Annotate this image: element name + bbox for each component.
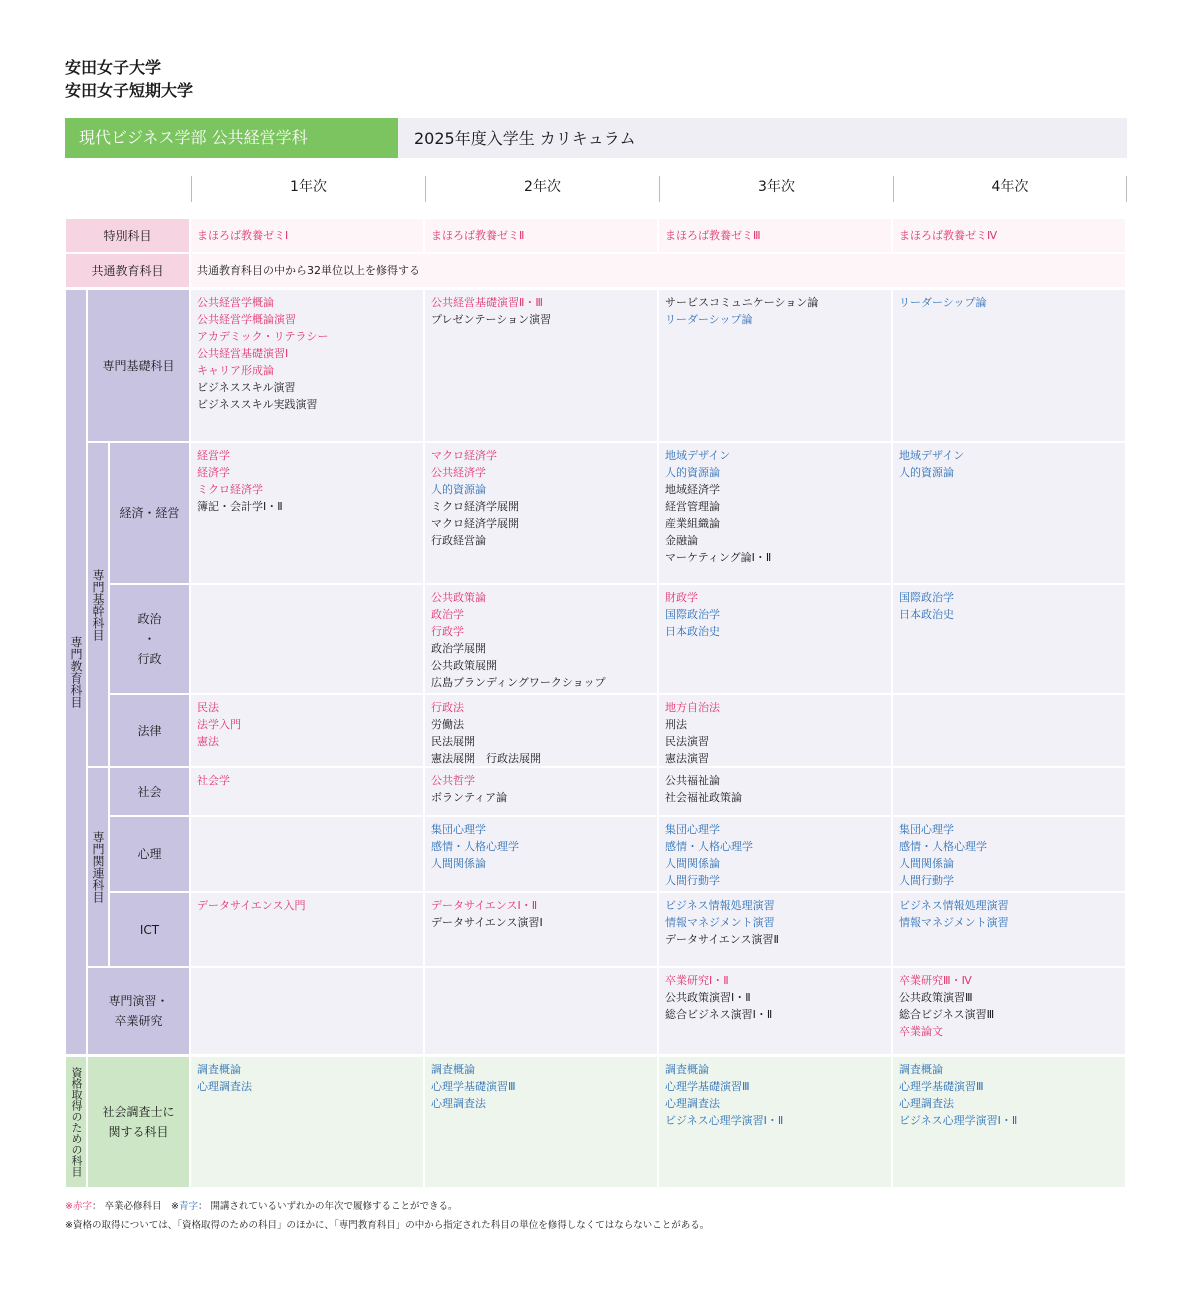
university-name-1: 安田女子大学	[65, 58, 162, 77]
cell-shinri-year1	[191, 817, 423, 891]
course-item: 心理学基礎演習Ⅲ	[665, 1080, 750, 1093]
label-shakai: 社会	[110, 768, 189, 815]
cell-enshu-year1	[191, 968, 423, 1054]
label-senmon-kiso: 専門基礎科目	[88, 290, 189, 441]
course-item: 経営学	[197, 449, 230, 462]
cell-seiji-year2	[425, 585, 657, 693]
cell-kiso-year4	[893, 290, 1125, 441]
university-name-2: 安田女子短期大学	[65, 81, 194, 100]
course-item: 日本政治史	[665, 625, 720, 638]
course-item: 政治学	[431, 608, 464, 621]
cell-tokubetsu-year3	[659, 219, 891, 252]
course-item: 集団心理学	[665, 823, 720, 836]
cell-shakai-year2	[425, 768, 657, 815]
course-item: 人間関係論	[899, 857, 954, 870]
cell-ict-year2	[425, 893, 657, 966]
course-item: ビジネス情報処理演習	[899, 899, 1009, 912]
cell-keizai-year3	[659, 443, 891, 583]
course-item: 国際政治学	[665, 608, 720, 621]
cell-shinri-year4	[893, 817, 1125, 891]
course-item: 労働法	[431, 718, 464, 731]
course-item: 広島ブランディングワークショップ	[431, 676, 606, 689]
year-header-3: 3年次	[659, 176, 893, 202]
course-item: 公共政策論	[431, 591, 486, 604]
department-title: 現代ビジネス学部 公共経営学科	[65, 118, 398, 158]
label-seiji	[110, 585, 189, 693]
cell-shinri-year2	[425, 817, 657, 891]
university-names	[65, 56, 193, 102]
cell-seiji-year4	[893, 585, 1125, 693]
course-item: マクロ経済学	[431, 449, 497, 462]
label-senmon-kyoiku-text: 専門教育科目	[69, 636, 83, 708]
label-shikaku	[66, 1057, 86, 1187]
course-item: 公共経営基礎演習Ⅰ	[197, 347, 289, 360]
course-item: 公共経営基礎演習Ⅱ・Ⅲ	[431, 296, 543, 309]
cell-kiso-year1	[191, 290, 423, 441]
label-keizai: 経済・経営	[110, 443, 189, 583]
cell-keizai-year4	[893, 443, 1125, 583]
cell-kiso-year2	[425, 290, 657, 441]
course-item: 調査概論	[665, 1063, 709, 1076]
curriculum-title: 2025年度入学生 カリキュラム	[398, 118, 1127, 158]
course-item: アカデミック・リテラシー	[197, 330, 329, 343]
cell-enshu-year2	[425, 968, 657, 1054]
label-shakai-chosa-1: 社会調査士に	[102, 1105, 175, 1119]
label-seiji-2: ・	[143, 632, 156, 646]
course-item: ビジネス情報処理演習	[665, 899, 775, 912]
cell-ict-year4	[893, 893, 1125, 966]
course-item: 憲法展開 行政法展開	[431, 752, 541, 765]
course-item: 公共経営学概論	[197, 296, 274, 309]
course-item: 民法展開	[431, 735, 475, 748]
course-item: 民法	[197, 701, 219, 714]
year-header-4: 4年次	[893, 176, 1127, 202]
cell-tokubetsu-year2	[425, 219, 657, 252]
course-item: 日本政治史	[899, 608, 954, 621]
cell-shakai-chosa-year1	[191, 1057, 423, 1187]
label-kyotsu: 共通教育科目	[66, 254, 189, 287]
label-enshu-1: 専門演習・	[108, 994, 169, 1008]
cell-tokubetsu-year1	[191, 219, 423, 252]
label-senmon-kyoiku	[66, 290, 86, 1054]
course-item: 感情・人格心理学	[431, 840, 519, 853]
footnote-1-end: ： 開講されているいずれかの年次で履修することができる。	[197, 1201, 458, 1212]
course-item: ボランティア論	[431, 791, 508, 804]
label-enshu-2: 卒業研究	[114, 1014, 163, 1028]
course-item: ビジネススキル実践演習	[197, 398, 318, 411]
course-item: 卒業論文	[899, 1025, 943, 1038]
cell-shakai-year3	[659, 768, 891, 815]
course-item: データサイエンス演習Ⅰ	[431, 916, 543, 929]
course-item: 心理学基礎演習Ⅲ	[431, 1080, 516, 1093]
course-item: 経営管理論	[665, 500, 720, 513]
course-item: 集団心理学	[899, 823, 954, 836]
cell-shakai-year4	[893, 768, 1125, 815]
course-item: 総合ビジネス演習Ⅰ・Ⅱ	[665, 1008, 773, 1021]
course-item: 社会学	[197, 774, 230, 787]
course-item: 民法演習	[665, 735, 709, 748]
cell-horitsu-year4	[893, 695, 1125, 766]
cell-shakai-chosa-year2	[425, 1057, 657, 1187]
label-senmon-kanren-text: 専門関連科目	[91, 831, 105, 903]
course-item: 金融論	[665, 534, 698, 547]
course-item: 集団心理学	[431, 823, 486, 836]
course-item: ビジネス心理学演習Ⅰ・Ⅱ	[665, 1114, 784, 1127]
course-item: 法学入門	[197, 718, 241, 731]
course-item: 心理調査法	[899, 1097, 954, 1110]
course-item: まほろば教養ゼミⅢ	[665, 229, 761, 242]
course-item: 人的資源論	[899, 466, 954, 479]
course-item: リーダーシップ論	[665, 313, 753, 326]
cell-enshu-year3	[659, 968, 891, 1054]
course-item: 人的資源論	[431, 483, 486, 496]
course-item: 人的資源論	[665, 466, 720, 479]
footnote-1-prefix: ※	[65, 1201, 73, 1212]
course-item: 公共経営学概論演習	[197, 313, 296, 326]
label-horitsu: 法律	[110, 695, 189, 766]
cell-horitsu-year3	[659, 695, 891, 766]
footnote-1-blue: 青字	[178, 1201, 198, 1212]
cell-ict-year1	[191, 893, 423, 966]
course-item: 心理学基礎演習Ⅲ	[899, 1080, 984, 1093]
cell-keizai-year1	[191, 443, 423, 583]
course-item: ビジネススキル演習	[197, 381, 296, 394]
course-item: 心理調査法	[197, 1080, 252, 1093]
cell-enshu-year4	[893, 968, 1125, 1054]
footnote-1-mid: ： 卒業必修科目 ※	[91, 1201, 179, 1212]
course-item: 経済学	[197, 466, 230, 479]
course-item: 感情・人格心理学	[899, 840, 987, 853]
course-item: マクロ経済学展開	[431, 517, 519, 530]
course-item: まほろば教養ゼミⅠ	[197, 229, 289, 242]
course-item: 地方自治法	[665, 701, 720, 714]
course-item: 地域デザイン	[899, 449, 965, 462]
course-item: 卒業研究Ⅰ・Ⅱ	[665, 974, 729, 987]
course-item: 公共福祉論	[665, 774, 720, 787]
course-item: ミクロ経済学展開	[431, 500, 519, 513]
label-shakai-chosa-2: 関する科目	[108, 1125, 169, 1139]
footnote-1	[65, 1200, 458, 1214]
course-item: 地域デザイン	[665, 449, 731, 462]
course-item: 心理調査法	[431, 1097, 486, 1110]
course-item: ビジネス心理学演習Ⅰ・Ⅱ	[899, 1114, 1018, 1127]
course-item: マーケティング論Ⅰ・Ⅱ	[665, 551, 772, 564]
course-item: ミクロ経済学	[197, 483, 263, 496]
label-shakai-chosa	[88, 1057, 189, 1187]
footnote-2: ※資格の取得については、「資格取得のための科目」のほかに、「専門教育科目」の中から指定された科目の単位を修得しなくてはならないことがある。	[65, 1220, 710, 1231]
course-item: 行政学	[431, 625, 464, 638]
course-item: 情報マネジメント演習	[665, 916, 775, 929]
label-tokubetsu: 特別科目	[66, 219, 189, 252]
course-item: 調査概論	[899, 1063, 943, 1076]
year-header-2: 2年次	[425, 176, 659, 202]
course-item: 政治学展開	[431, 642, 486, 655]
course-item: 公共経済学	[431, 466, 486, 479]
course-item: 情報マネジメント演習	[899, 916, 1009, 929]
course-item: データサイエンス入門	[197, 899, 306, 912]
course-item: 公共哲学	[431, 774, 475, 787]
course-item: 産業組織論	[665, 517, 720, 530]
cell-horitsu-year1	[191, 695, 423, 766]
course-item: 心理調査法	[665, 1097, 720, 1110]
course-item: 簿記・会計学Ⅰ・Ⅱ	[197, 500, 283, 513]
course-item: 人間行動学	[899, 874, 954, 887]
course-item: 地域経済学	[665, 483, 720, 496]
cell-horitsu-year2	[425, 695, 657, 766]
cell-keizai-year2	[425, 443, 657, 583]
course-item: 憲法	[197, 735, 219, 748]
course-item: 公共政策演習Ⅰ・Ⅱ	[665, 991, 751, 1004]
course-item: データサイエンスⅠ・Ⅱ	[431, 899, 538, 912]
kyotsu-text-cell	[191, 254, 1125, 287]
course-item: 行政経営論	[431, 534, 486, 547]
label-seiji-1: 政治	[137, 612, 162, 626]
course-item: 財政学	[665, 591, 698, 604]
year-header-1: 1年次	[191, 176, 425, 202]
course-item: 国際政治学	[899, 591, 954, 604]
course-item: 人間関係論	[431, 857, 486, 870]
label-senmon-kikan-text: 専門基幹科目	[91, 568, 105, 641]
course-item: 卒業研究Ⅲ・Ⅳ	[899, 974, 972, 987]
kyotsu-text: 共通教育科目の中から32単位以上を修得する	[197, 264, 420, 277]
label-shinri: 心理	[110, 817, 189, 891]
course-item: 人間関係論	[665, 857, 720, 870]
cell-kiso-year3	[659, 290, 891, 441]
course-item: 調査概論	[431, 1063, 475, 1076]
course-item: プレゼンテーション演習	[431, 313, 552, 326]
course-item: 行政法	[431, 701, 464, 714]
course-item: キャリア形成論	[197, 364, 274, 377]
label-ict: ICT	[110, 893, 189, 966]
course-item: 人間行動学	[665, 874, 720, 887]
course-item: まほろば教養ゼミⅣ	[899, 229, 998, 242]
cell-shakai-chosa-year3	[659, 1057, 891, 1187]
cell-seiji-year1	[191, 585, 423, 693]
course-item: サービスコミュニケーション論	[665, 296, 819, 309]
label-enshu	[88, 968, 189, 1054]
course-item: 公共政策演習Ⅲ	[899, 991, 973, 1004]
cell-seiji-year3	[659, 585, 891, 693]
cell-ict-year3	[659, 893, 891, 966]
course-item: 総合ビジネス演習Ⅲ	[899, 1008, 995, 1021]
course-item: 刑法	[665, 718, 687, 731]
course-item: まほろば教養ゼミⅡ	[431, 229, 525, 242]
cell-tokubetsu-year4	[893, 219, 1125, 252]
cell-shakai-chosa-year4	[893, 1057, 1125, 1187]
footnote-1-red: 赤字	[72, 1201, 92, 1212]
course-item: 調査概論	[197, 1063, 241, 1076]
cell-shakai-year1	[191, 768, 423, 815]
label-senmon-kanren	[88, 768, 108, 966]
cell-shinri-year3	[659, 817, 891, 891]
label-senmon-kikan	[88, 443, 108, 766]
label-seiji-3: 行政	[137, 652, 162, 666]
course-item: 憲法演習	[665, 752, 709, 765]
label-shikaku-text: 資格取得のための科目	[70, 1067, 83, 1177]
course-item: 公共政策展開	[431, 659, 497, 672]
course-item: 感情・人格心理学	[665, 840, 753, 853]
course-item: リーダーシップ論	[899, 296, 987, 309]
course-item: データサイエンス演習Ⅱ	[665, 933, 779, 946]
course-item: 社会福祉政策論	[665, 791, 742, 804]
